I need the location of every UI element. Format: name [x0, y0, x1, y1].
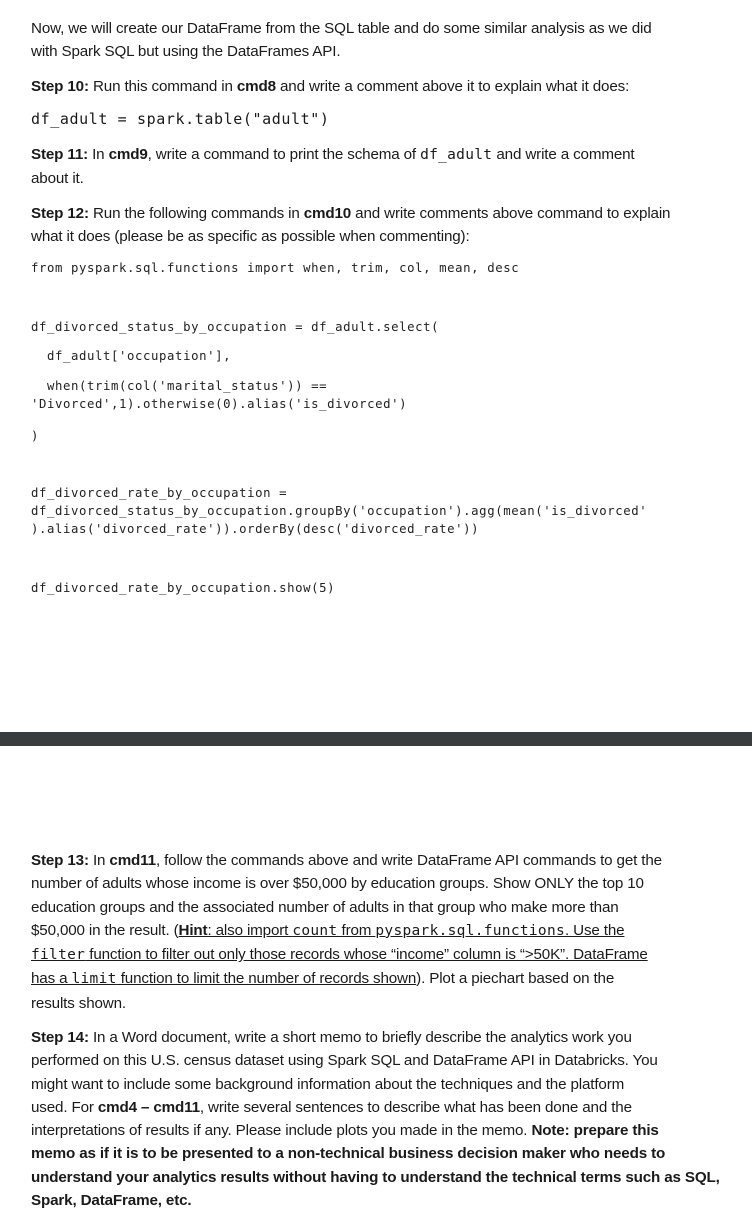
- hint-label: Hint: [178, 921, 208, 939]
- step-12-text-2: and write comments above command to explain: [351, 205, 671, 222]
- step-11-label: Step 11:: [31, 146, 89, 163]
- step-13-text-2: , follow the commands above and write DataFrame API commands to get the: [155, 852, 662, 869]
- hint-text-5: has a: [31, 970, 72, 988]
- intro-line-2: with Spark SQL but using the DataFrames API.: [31, 43, 341, 61]
- step-13-text: In: [88, 852, 110, 869]
- hint-text-6: function to limit the number of records shown: [116, 970, 417, 988]
- step-13-label: Step 13:: [31, 852, 89, 869]
- code-group-line-1: df_divorced_rate_by_occupation =: [31, 486, 288, 500]
- step-14-line-2: performed on this U.S. census dataset using Spark SQL and DataFrame API in Databricks. You: [31, 1052, 658, 1070]
- step-14-line-4: used. For: [31, 1098, 98, 1116]
- functions-module: pyspark.sql.functions: [375, 922, 566, 939]
- step-10-paragraph: [31, 75, 721, 98]
- code-import-line: from pyspark.sql.functions import when, trim, col, mean, desc: [31, 261, 520, 275]
- code-show-line: df_divorced_rate_by_occupation.show(5): [31, 581, 336, 595]
- step-13-cell: cmd11: [109, 852, 156, 869]
- step-14-text: In a Word document, write a short memo to briefly describe the analytics work you: [88, 1029, 632, 1046]
- step-10-label: Step 10:: [31, 78, 89, 95]
- code-select-line-4: 'Divorced',1).otherwise(0).alias('is_divorced'): [31, 397, 408, 411]
- step-12-cell: cmd10: [303, 205, 352, 222]
- step-12-text: Run the following commands in: [88, 205, 304, 222]
- hint-text-3: . Use the: [565, 921, 625, 939]
- step-11-line-2: about it.: [31, 170, 84, 188]
- step-11-cell: cmd9: [108, 146, 148, 163]
- count-function: count: [292, 922, 338, 939]
- step-14-line-5: interpretations of results if any. Please include plots you made in the memo.: [31, 1122, 532, 1140]
- step-12-line-2: what it does (please be as specific as possible when commenting):: [31, 228, 470, 246]
- step-11-text-3: and write a comment: [492, 146, 635, 163]
- intro-paragraph: [31, 17, 721, 64]
- step-10-text: Run this command in: [88, 78, 237, 95]
- note-text-2: memo as if it is to be presented to a non-technical business decision maker who needs to: [31, 1145, 666, 1163]
- code-select-line-5: ): [31, 429, 40, 443]
- step-13-line-7: results shown.: [31, 994, 126, 1012]
- note-text-3: understand your analytics results without having to understand the technical terms such as SQL,: [31, 1168, 720, 1186]
- filter-function: filter: [31, 947, 86, 964]
- step-13-paragraph: [31, 849, 721, 1015]
- step-10-code: df_adult = spark.table("adult"): [31, 110, 330, 128]
- page-break-divider: [0, 732, 752, 746]
- step-11-variable: df_adult: [420, 147, 493, 163]
- document-page-2: [0, 746, 752, 1219]
- step-14-line-3: might want to include some background information about the techniques and the platform: [31, 1075, 625, 1093]
- step-13-line-4: $50,000 in the result. (: [31, 921, 179, 939]
- code-select-line-1: df_divorced_status_by_occupation = df_adult.select(: [31, 320, 440, 334]
- code-group-line-2: df_divorced_status_by_occupation.groupBy('occupation').agg(mean('is_divorced': [31, 504, 648, 518]
- step-13-line-6-end: ). Plot a piechart based on the: [416, 970, 615, 988]
- code-select-line-3: when(trim(col('marital_status')) ==: [31, 379, 328, 393]
- code-group-line-3: ).alias('divorced_rate')).orderBy(desc('divorced_rate')): [31, 522, 480, 536]
- step-11-text: In: [88, 146, 109, 163]
- hint-text: : also import: [207, 921, 293, 939]
- step-11-text-2: , write a command to print the schema of: [147, 146, 421, 163]
- step-12-paragraph: [31, 202, 721, 249]
- code-select-line-2: df_adult['occupation'],: [31, 349, 232, 363]
- intro-line-1: Now, we will create our DataFrame from the SQL table and do some similar analysis as we did: [31, 20, 652, 37]
- step-14-cells: cmd4 – cmd11: [97, 1098, 200, 1116]
- step-12-label: Step 12:: [31, 205, 89, 222]
- limit-function: limit: [71, 971, 117, 988]
- step-14-label: Step 14:: [31, 1029, 89, 1046]
- step-14-paragraph: [31, 1026, 721, 1212]
- hint-text-2: from: [337, 921, 376, 939]
- note-text-4: Spark, DataFrame, etc.: [31, 1192, 192, 1210]
- step-13-line-2: number of adults whose income is over $50,000 by education groups. Show ONLY the top 10: [31, 875, 644, 893]
- step-11-paragraph: [31, 143, 721, 191]
- step-13-line-3: education groups and the associated number of adults in that group who make more than: [31, 898, 619, 916]
- hint-text-4: function to filter out only those records whose “income” column is “>50K”. DataFrame: [85, 946, 648, 964]
- step-14-line-4-end: , write several sentences to describe what has been done and the: [199, 1098, 632, 1116]
- step-10-text-2: and write a comment above it to explain what it does:: [275, 78, 630, 95]
- step-10-cell: cmd8: [236, 78, 276, 95]
- note-text-1: Note: prepare this: [531, 1122, 659, 1140]
